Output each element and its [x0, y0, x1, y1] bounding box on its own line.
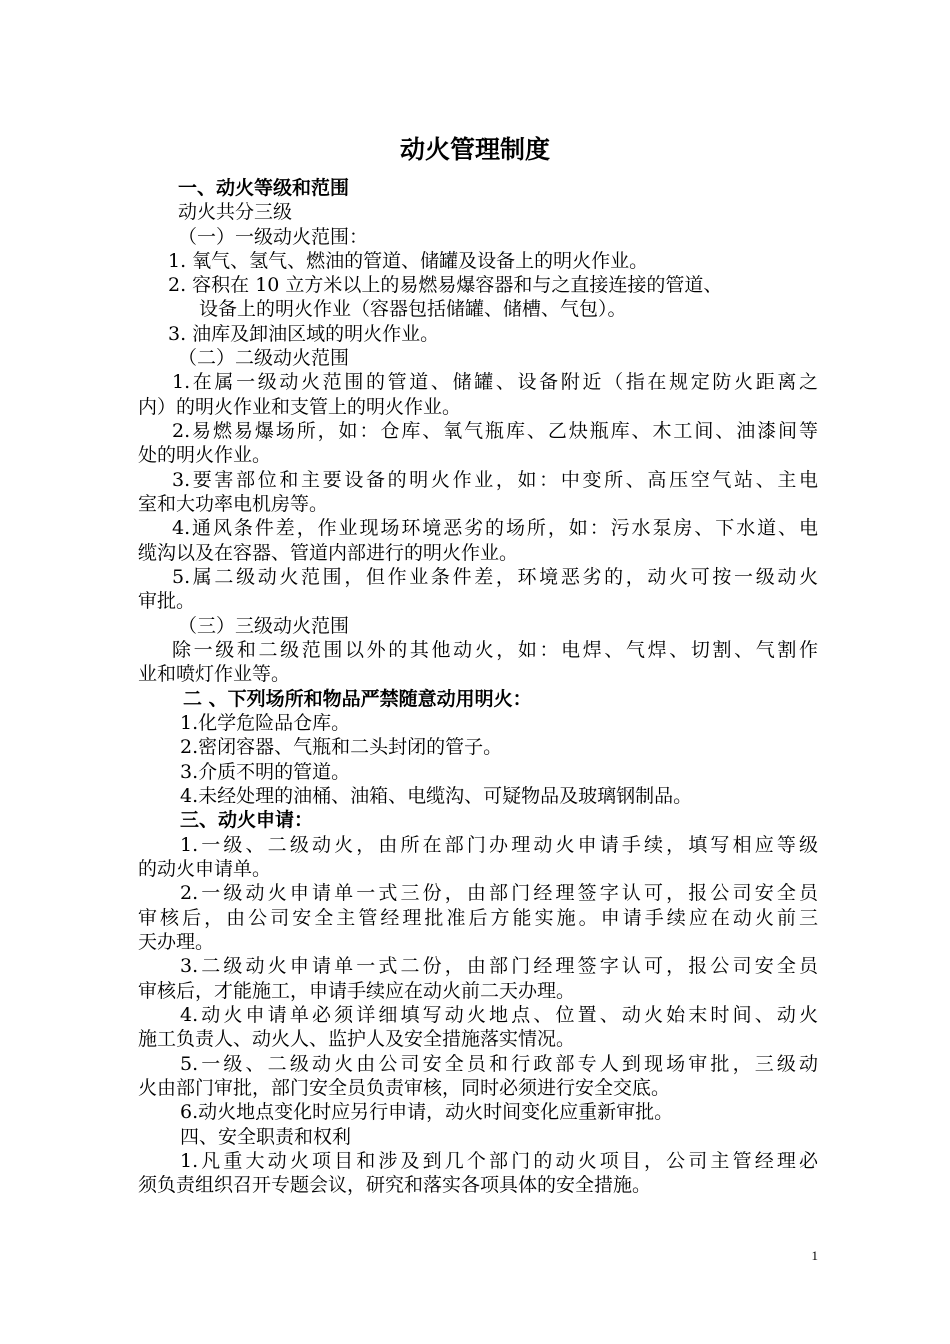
- text-line: 室和大功率电机房等。: [138, 493, 329, 515]
- section-heading-2: 二 、下列场所和物品严禁随意动用明火：: [183, 688, 532, 710]
- section-heading-1: 一、动火等级和范围: [178, 177, 350, 199]
- page-number: 1: [811, 1248, 818, 1263]
- text-line: 须负责组织召开专题会议，研究和落实各项具体的安全措施。: [138, 1174, 652, 1196]
- text-line: 5.属二级动火范围，但作业条件差，环境恶劣的，动火可按一级动火: [172, 566, 818, 588]
- text-line: 4.动火申请单必须详细填写动火地点、位置、动火始末时间、动火: [180, 1004, 818, 1026]
- text-line: 审核后，由公司安全主管经理批准后方能实施。申请手续应在动火前三: [138, 907, 818, 929]
- text-line: 设备上的明火作业（容器包括储罐、储槽、气包）。: [199, 298, 627, 320]
- text-line: 3.要害部位和主要设备的明火作业，如：中变所、高压空气站、主电: [172, 469, 818, 491]
- list-item: 2.密闭容器、气瓶和二头封闭的管子。: [180, 736, 503, 758]
- subsection-heading: （二）二级动火范围: [178, 347, 350, 369]
- text-line: 2.易燃易爆场所，如：仓库、氧气瓶库、乙炔瓶库、木工间、油漆间等: [172, 420, 818, 442]
- text-line: 5.一级、二级动火由公司安全员和行政部专人到现场审批，三级动: [180, 1053, 818, 1075]
- list-item: 3. 油库及卸油区域的明火作业。: [168, 323, 440, 345]
- text-line: 审核后，才能施工，申请手续应在动火前二天办理。: [138, 980, 576, 1002]
- list-item: 3.介质不明的管道。: [180, 761, 351, 783]
- text-line: 业和喷灯作业等。: [138, 663, 291, 685]
- text-line: 1.在属一级动火范围的管道、储罐、设备附近（指在规定防火距离之: [172, 371, 818, 393]
- section-heading-3: 三、动火申请：: [180, 809, 314, 831]
- text-line: 内）的明火作业和支管上的明火作业。: [138, 396, 462, 418]
- text-line: 动火共分三级: [178, 201, 293, 223]
- text-line: 施工负责人、动火人、监护人及安全措施落实情况。: [138, 1028, 576, 1050]
- list-item: 4.未经处理的油桶、油箱、电缆沟、可疑物品及玻璃钢制品。: [180, 785, 693, 807]
- text-line: 审批。: [138, 590, 196, 612]
- text-line: 4.通风条件差，作业现场环境恶劣的场所，如：污水泵房、下水道、电: [172, 517, 818, 539]
- text-line: 火由部门审批，部门安全员负责审核，同时必须进行安全交底。: [138, 1077, 671, 1099]
- list-item: 1. 氧气、氢气、燃油的管道、储罐及设备上的明火作业。: [168, 250, 649, 272]
- text-line: 处的明火作业。: [138, 444, 272, 466]
- document-title: 动火管理制度: [399, 135, 550, 164]
- text-line: 3.二级动火申请单一式二份，由部门经理签字认可，报公司安全员: [180, 955, 818, 977]
- text-line: 6.动火地点变化时应另行申请，动火时间变化应重新审批。: [180, 1101, 674, 1123]
- text-line: 缆沟以及在容器、管道内部进行的明火作业。: [138, 542, 519, 564]
- text-line: 除一级和二级范围以外的其他动火，如：电焊、气焊、切割、气割作: [172, 639, 818, 661]
- subsection-heading: （一）一级动火范围：: [178, 226, 369, 248]
- section-heading-4: 四、安全职责和权利: [180, 1126, 352, 1148]
- text-line: 的动火申请单。: [138, 858, 272, 880]
- list-item: 2. 容积在 10 立方米以上的易燃易爆容器和与之直接连接的管道、: [168, 274, 723, 296]
- list-item: 1.化学危险品仓库。: [180, 712, 351, 734]
- text-line: 天办理。: [138, 931, 215, 953]
- text-line: 1.一级、二级动火，由所在部门办理动火申请手续，填写相应等级: [180, 834, 818, 856]
- text-line: 1.凡重大动火项目和涉及到几个部门的动火项目，公司主管经理必: [180, 1150, 818, 1172]
- subsection-heading: （三）三级动火范围: [178, 615, 350, 637]
- text-line: 2.一级动火申请单一式三份，由部门经理签字认可，报公司安全员: [180, 882, 818, 904]
